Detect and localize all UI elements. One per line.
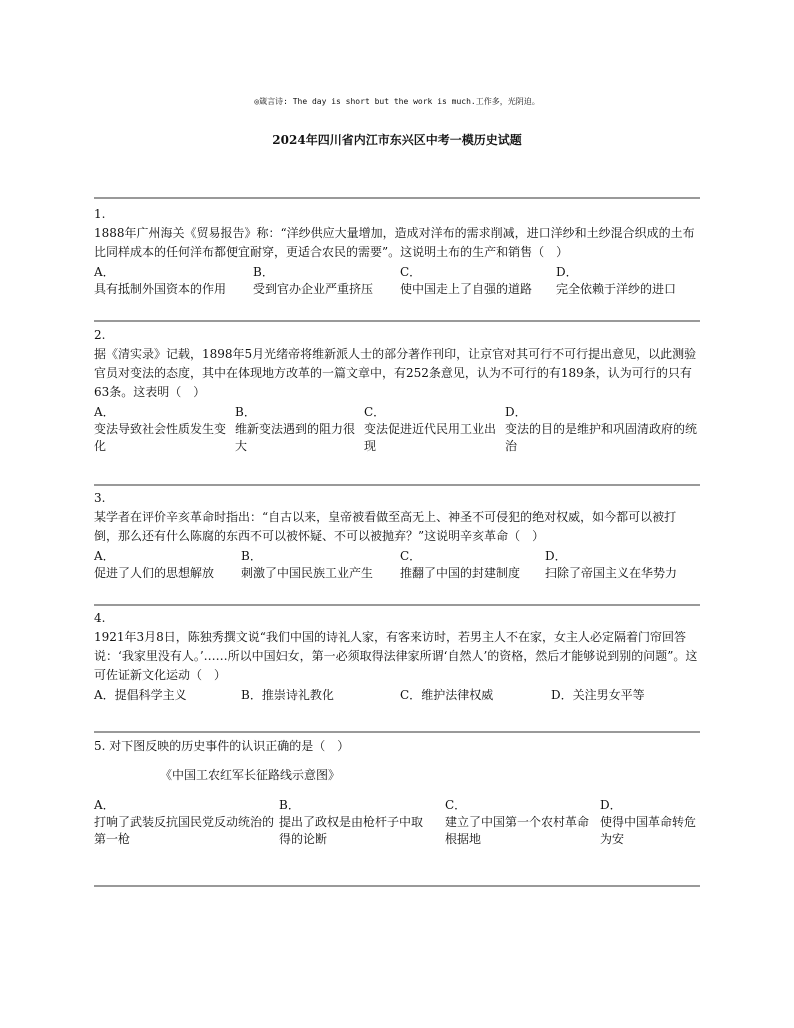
option-c[interactable] [364,404,501,455]
question-1 [94,205,700,304]
motto: ◎箴言诗: The day is short but the work is much.工作多，光阴迫。 [254,97,540,106]
page-title: 2024年四川省内江市东兴区中考一模历史试题 [272,133,522,147]
option-d[interactable] [551,687,645,704]
option-label: C． [445,798,467,812]
question-number: 5. [94,739,106,753]
option-label: C． [400,265,422,279]
option-b[interactable] [279,797,431,848]
option-label: A． [94,265,115,279]
option-b[interactable] [253,264,373,298]
option-label: A． [94,798,115,812]
divider [94,484,700,486]
figure-caption: 《中国工农红军长征路线示意图》 [160,768,341,782]
option-text: 推翻了中国的封建制度 [400,566,521,580]
option-text: 提出了政权是由枪杆子中取得的论断 [279,815,424,846]
divider [94,197,700,199]
option-label: A． [94,688,115,702]
option-text: 关注男女平等 [572,688,645,702]
option-text: 变法导致社会性质发生变化 [94,422,227,453]
option-text: 建立了中国第一个农村革命根据地 [445,815,590,846]
divider [94,731,700,733]
question-stem: 1888年广州海关《贸易报告》称：“洋纱供应大量增加，造成对洋布的需求削减，进口洋纱和土纱混合织成的土布比同样成本的任何洋布都便宜耐穿，更适合农民的需要”。这说明土布的生产和销售（ ） [94,226,695,259]
option-label: A． [94,405,115,419]
option-label: B． [241,688,262,702]
question-stem: 某学者在评价辛亥革命时指出：“自古以来，皇帝被看做至高无上、神圣不可侵犯的绝对权威，如今都可以被打倒，那么还有什么陈腐的东西不可以被怀疑、不可以被抛弃？”这说明辛亥革命（ ） [94,510,677,543]
question-5 [94,737,700,846]
option-b[interactable] [241,548,373,582]
divider [94,320,700,322]
option-label: B． [253,265,274,279]
option-label: C． [400,688,422,702]
option-label: D． [545,549,567,563]
option-text: 维护法律权威 [421,688,494,702]
question-number: 3. [94,491,106,505]
option-text: 打响了武装反抗国民党反动统治的第一枪 [94,815,275,846]
option-b[interactable] [235,404,359,455]
option-label: B． [235,405,256,419]
option-d[interactable] [600,797,700,848]
option-c[interactable] [445,797,597,848]
question-2 [94,326,700,453]
option-text: 推崇诗礼教化 [261,688,334,702]
options [94,264,700,304]
option-c[interactable] [400,548,520,582]
question-3 [94,489,700,588]
option-text: 维新变法遇到的阻力很大 [235,422,356,453]
option-b[interactable] [241,687,334,704]
option-text: 扫除了帝国主义在华势力 [545,566,678,580]
option-text: 完全依赖于洋纱的进口 [556,282,677,296]
option-text: 刺激了中国民族工业产生 [241,566,374,580]
option-a[interactable] [94,797,276,848]
option-text: 使中国走上了自强的道路 [400,282,533,296]
option-label: B． [241,549,262,563]
divider [94,604,700,606]
option-label: C． [364,405,386,419]
option-a[interactable] [94,687,187,704]
options [94,797,700,846]
option-text: 促进了人们的思想解放 [94,566,215,580]
option-label: A． [94,549,115,563]
option-text: 提倡科学主义 [114,688,187,702]
question-number: 4. [94,611,106,625]
option-label: D． [600,798,622,812]
question-stem-text: 对下图反映的历史事件的认识正确的是（ ） [109,739,350,753]
option-d[interactable] [545,548,677,582]
question-number: 1. [94,207,106,221]
option-text: 变法的目的是维护和巩固清政府的统治 [505,422,698,453]
option-label: D． [556,265,578,279]
option-text: 受到官办企业严重挤压 [253,282,374,296]
option-a[interactable] [94,548,214,582]
divider [94,885,700,887]
options [94,404,700,453]
option-c[interactable] [400,264,532,298]
question-stem [94,737,700,756]
question-number: 2. [94,328,106,342]
option-a[interactable] [94,404,230,455]
option-d[interactable] [505,404,700,455]
options [94,687,700,707]
options [94,548,700,588]
question-stem: 据《清实录》记载，1898年5月光绪帝将维新派人士的部分著作刊印，让京官对其可行不可行提出意见，以此测验官员对变法的态度，其中在体现地方改革的一篇文章中，有252条意见，认为不可行的有189条，认为可行的只有63条。这表明（ ） [94,347,697,399]
option-label: D． [551,688,573,702]
option-label: D． [505,405,527,419]
option-a[interactable] [94,264,226,298]
option-label: C． [400,549,422,563]
option-text: 具有抵制外国资本的作用 [94,282,227,296]
option-d[interactable] [556,264,676,298]
option-text: 变法促进近代民用工业出现 [364,422,497,453]
option-text: 使得中国革命转危为安 [600,815,697,846]
question-stem: 1921年3月8日，陈独秀撰文说“我们中国的诗礼人家，有客来访时，若男主人不在家，女主人必定隔着门帘回答说：‘我家里没有人。’……所以中国妇女，第一必须取得法律家所谓‘自然人’的资格，然后才能够说到别的问题”。这可佐证新文化运动（ ） [94,630,698,682]
option-c[interactable] [400,687,493,704]
question-4 [94,609,700,707]
option-label: B． [279,798,300,812]
